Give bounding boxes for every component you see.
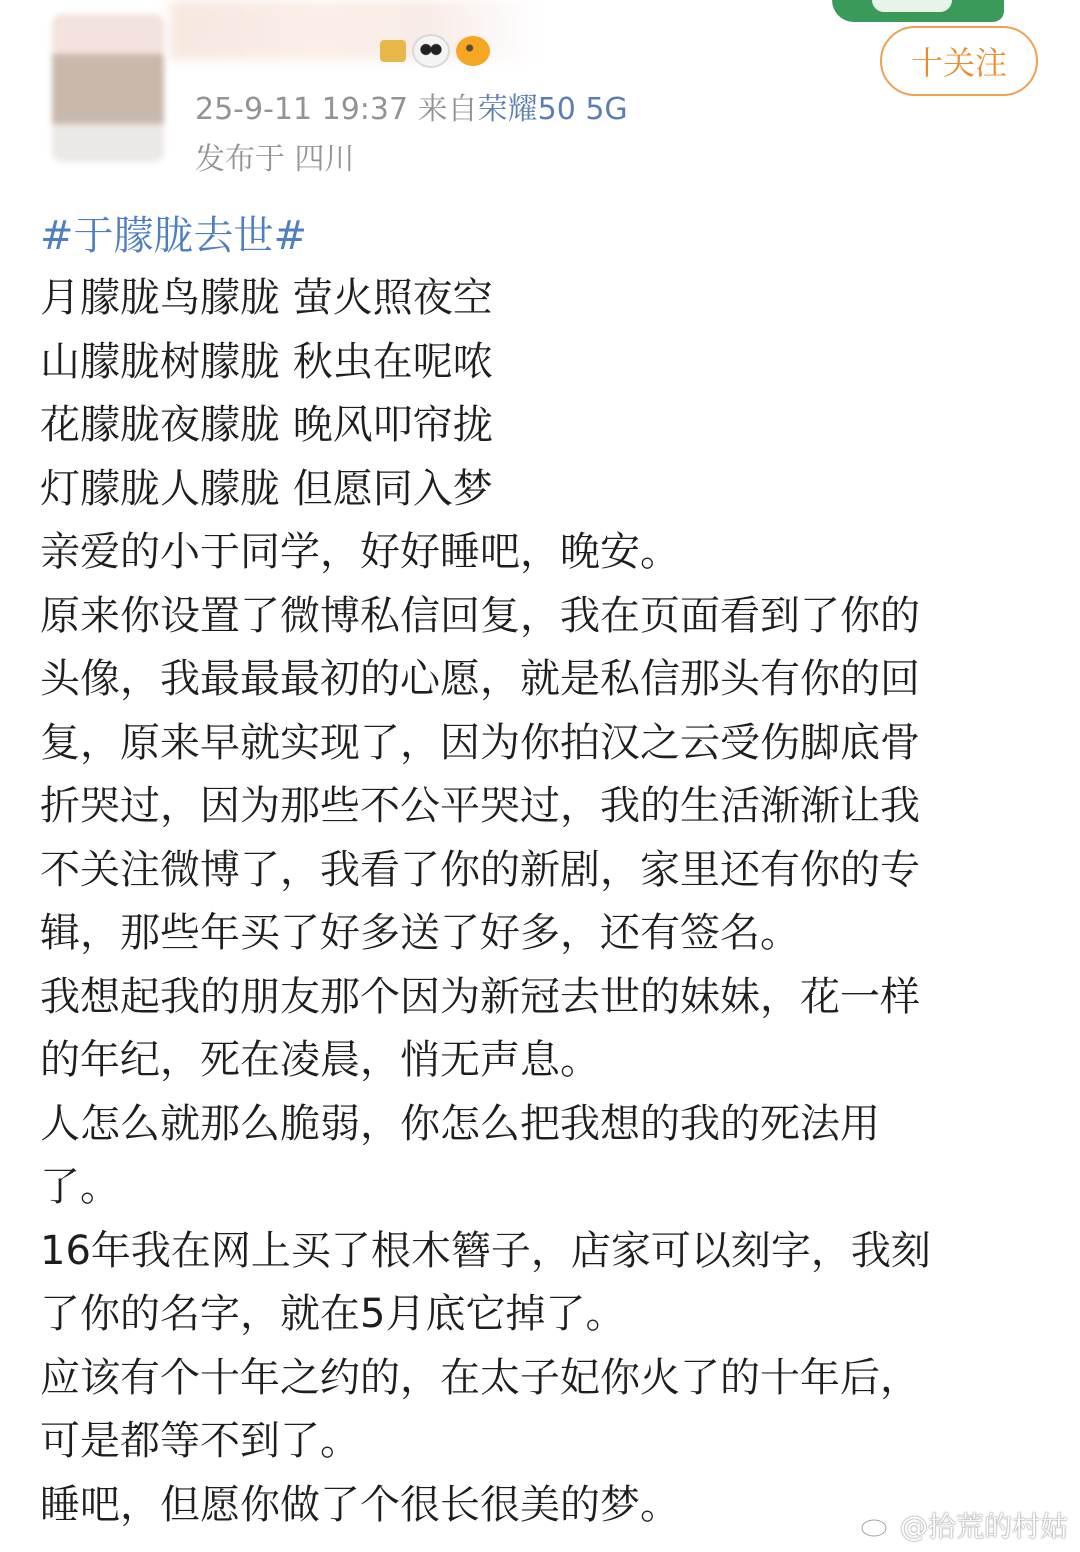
post-line: 可是都等不到了。 [40,1418,360,1464]
watermark-text: @拾荒的村姑 [900,1510,1069,1543]
post-line: 亲爱的小于同学，好好睡吧，晚安。 [40,529,680,575]
post-line: 睡吧，但愿你做了个很长很美的梦。 [40,1481,680,1528]
panda-badge-icon [412,34,450,68]
post-line: 了你的名字，就在5月底它掉了。 [40,1291,626,1337]
post-line: 应该有个十年之约的，在太子妃你火了的十年后， [40,1354,920,1401]
source-prefix: 来自 [417,92,478,127]
pufferfish-badge-icon [456,36,490,66]
post-meta [195,84,628,128]
device-link[interactable]: 荣耀50 5G [477,92,628,127]
post-line: 辑，那些年买了好多送了好多，还有签名。 [40,910,800,956]
post-line: 折哭过，因为那些不公平哭过，我的生活渐渐让我 [40,783,920,829]
post-line: 了。 [40,1164,120,1210]
post-line: 月朦胧鸟朦胧 萤火照夜空 [40,275,493,321]
weibo-logo-icon [860,1512,894,1538]
post-line: 不关注微博了，我看了你的新剧，家里还有你的专 [40,846,920,893]
follow-button[interactable]: 十关注 [880,26,1038,96]
user-badges [380,34,490,68]
post-line: 原来你设置了微博私信回复，我在页面看到了你的 [40,592,920,639]
post-line: 花朦胧夜朦胧 晚风叩帘拢 [40,402,493,448]
vip-badge-icon [380,40,406,62]
decoration-banner [832,0,1004,22]
location-prefix: 发布于 [195,142,285,177]
post-line: 头像，我最最最初的心愿，就是私信那头有你的回 [40,656,920,702]
avatar[interactable] [52,14,164,162]
post-line: 人怎么就那么脆弱，你怎么把我想的我的死法用 [40,1100,880,1147]
post-line: 复，原来早就实现了，因为你拍汉之云受伤脚底骨 [40,719,920,766]
post-line: 灯朦胧人朦胧 但愿同入梦 [40,465,493,512]
post-line: 的年纪，死在凌晨，悄无声息。 [40,1037,600,1083]
post-timestamp: 25-9-11 19:37 [195,92,409,127]
post-line: 16年我在网上买了根木簪子，店家可以刻字，我刻 [40,1227,931,1274]
post-location [195,134,355,178]
post-line: 山朦胧树朦胧 秋虫在呢哝 [40,338,493,385]
weibo-watermark [860,1505,1068,1545]
post-body [40,205,1040,1537]
post-line: 我想起我的朋友那个因为新冠去世的妹妹，花一样 [40,973,920,1020]
location-name: 四川 [294,142,355,177]
hashtag-link[interactable]: #于朦胧去世# [40,213,308,259]
